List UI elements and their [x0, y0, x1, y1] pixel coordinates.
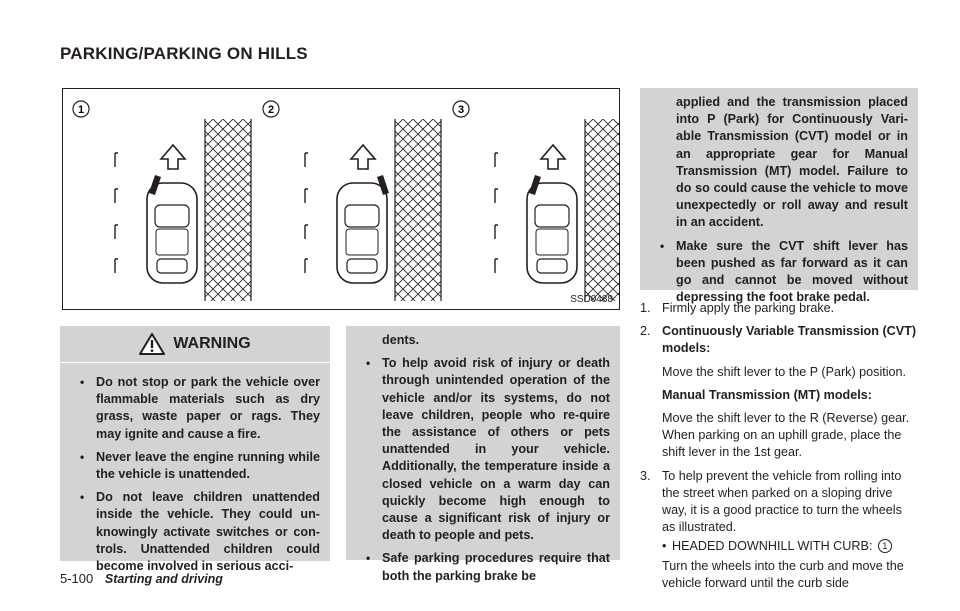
step-heading: Manual Transmission (MT) models:	[662, 387, 872, 402]
warning-body	[60, 362, 330, 574]
step-1	[640, 300, 918, 317]
warning-triangle-icon	[139, 332, 165, 356]
warning-item: • To help avoid risk of injury or death through unintended operation of the vehicle and/or its systems, do not leave children, people who re-quire the assistance of others or pets unattended in your vehicle. Additionally, the temperature inside a closed vehicle on a warm day can quickly become high enough to cause a significant risk of injury or death to people and pets.	[360, 355, 610, 544]
warning-item: • Make sure the CVT shift lever has been pushed as far forward as it can go and cannot be moved without depressing the foot brake pedal.	[654, 238, 908, 307]
section-name: Starting and driving	[104, 572, 223, 586]
page-title: PARKING/PARKING ON HILLS	[60, 44, 308, 63]
warning-item: • Do not stop or park the vehicle over flammable materials such as dry grass, waste paper or rags. They may ignite and cause a fire.	[74, 374, 320, 443]
parking-steps	[640, 300, 918, 592]
sub-step-text: Turn the wheels into the curb and move the vehicle forward until the curb side	[662, 558, 904, 590]
step-number: 3.	[640, 468, 651, 483]
warning-continued-box-right	[640, 88, 918, 305]
warning-continued-box	[346, 326, 620, 583]
figure-panel-1	[73, 101, 251, 301]
figure-panel-label: 3	[457, 104, 465, 116]
sub-step-label: HEADED DOWNHILL WITH CURB:	[672, 539, 873, 554]
step-heading: Continuously Variable Transmission (CVT) models:	[662, 324, 917, 356]
page-number: 5-100	[60, 571, 94, 586]
step-number: 2.	[640, 324, 651, 339]
step-3	[640, 468, 918, 556]
warning-header	[60, 326, 330, 362]
sub-step-downhill	[662, 538, 918, 555]
step-text: Move the shift lever to the P (Park) position.	[662, 364, 907, 379]
warning-item: • Safe parking procedures require that both the parking brake be	[360, 550, 610, 584]
step-number: 1.	[640, 301, 651, 315]
figure-panel-2	[263, 101, 441, 301]
figure-panel-3	[453, 101, 619, 301]
page-footer	[60, 571, 223, 586]
parking-figure	[62, 88, 620, 310]
warning-continuation: dents.	[382, 333, 420, 347]
step-2	[640, 323, 918, 461]
step-text: To help prevent the vehicle from rolling into the street when parked on a sloping drive way, it is a good practice to turn the wheels as illustrated.	[662, 468, 902, 535]
warning-continuation: applied and the transmission placed into P (Park) for Continuously Vari-able Transmission (CVT) model or in an appropriate gear for Manual Transmission (MT) model. Failure to do so could cause the vehicle to move unexpectedly or roll away and result in an accident.	[676, 95, 908, 230]
figure-panel-label: 1	[77, 104, 85, 116]
warning-item: • Do not leave children unattended inside the vehicle. They could un-knowingly activate switches or con-trols. Unattended children could become involved in serious acci-	[74, 489, 320, 575]
step-text: Move the shift lever to the R (Reverse) gear. When parking on an uphill grade, place the shift lever in the 1st gear.	[662, 411, 910, 460]
warning-box	[60, 326, 330, 574]
panel-reference-badge: 1	[878, 539, 892, 553]
warning-title: WARNING	[173, 335, 251, 352]
warning-item: • Never leave the engine running while the vehicle is unattended.	[74, 449, 320, 483]
parking-illustration	[63, 89, 619, 309]
figure-panel-label: 2	[267, 104, 275, 116]
step-text: Firmly apply the parking brake.	[662, 301, 835, 315]
figure-code: SSD0488	[570, 294, 613, 305]
